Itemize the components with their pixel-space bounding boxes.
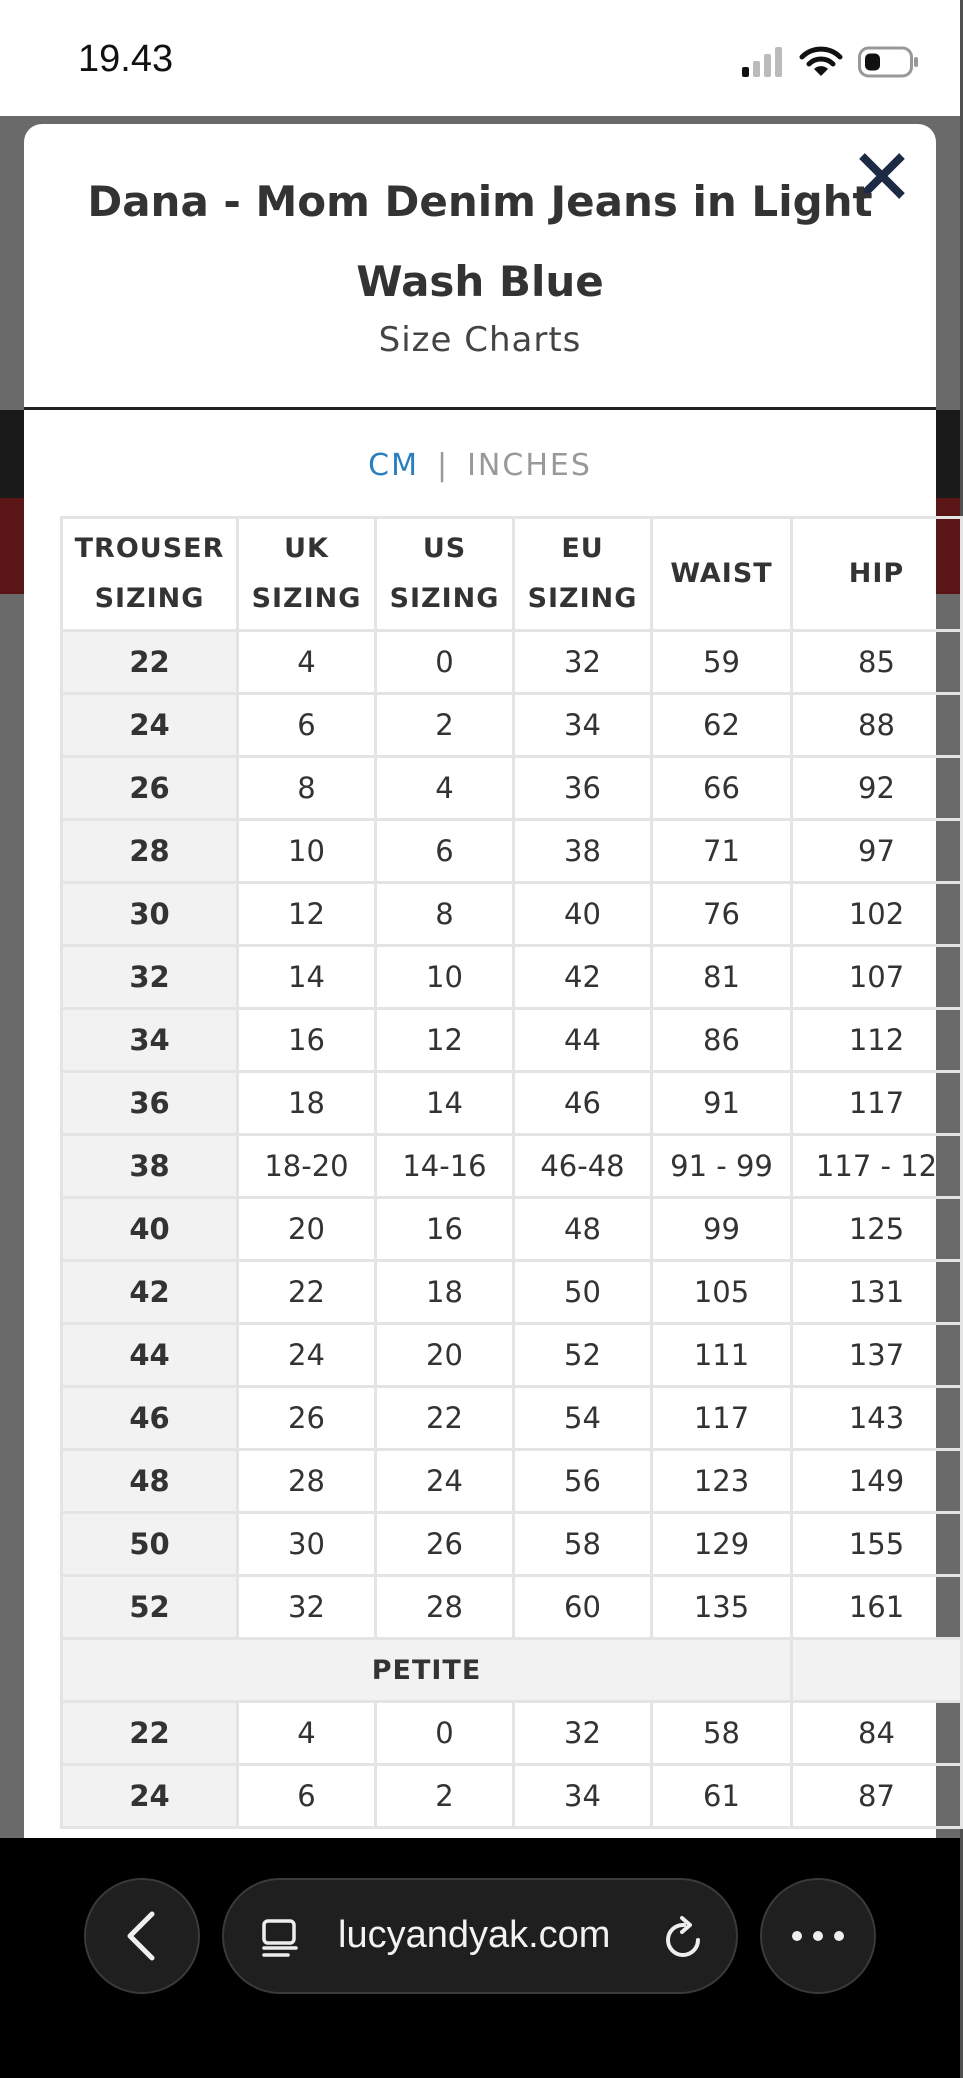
table-cell: 26 (238, 1387, 376, 1450)
address-bar[interactable] (222, 1878, 738, 1994)
table-cell: 14-16 (376, 1135, 514, 1198)
table-cell: 20 (376, 1324, 514, 1387)
table-cell: 4 (376, 757, 514, 820)
trouser-size-cell: 22 (62, 1702, 238, 1765)
table-cell: 34 (514, 694, 652, 757)
trouser-size-cell: 32 (62, 946, 238, 1009)
chevron-left-icon (122, 1910, 162, 1962)
size-chart-modal (24, 124, 936, 1838)
table-cell: 22 (238, 1261, 376, 1324)
table-cell: 6 (238, 1765, 376, 1828)
status-bar (0, 0, 960, 116)
header-eu-sizing: EU SIZING (514, 518, 652, 631)
table-cell: 46 (514, 1072, 652, 1135)
table-row (62, 1198, 962, 1261)
table-row (62, 1765, 962, 1828)
table-cell: 88 (792, 694, 962, 757)
unit-separator: | (436, 448, 450, 483)
table-cell: 117 - 12 (792, 1135, 962, 1198)
table-cell: 24 (238, 1324, 376, 1387)
table-cell: 66 (652, 757, 792, 820)
header-uk-sizing: UK SIZING (238, 518, 376, 631)
header-trouser-sizing: TROUSER SIZING (62, 518, 238, 631)
table-cell: 97 (792, 820, 962, 883)
table-row (62, 631, 962, 694)
table-row (62, 883, 962, 946)
table-cell: 60 (514, 1576, 652, 1639)
table-row (62, 1261, 962, 1324)
modal-subtitle: Size Charts (378, 320, 582, 360)
table-cell: 76 (652, 883, 792, 946)
size-table (60, 516, 963, 1829)
trouser-size-cell: 34 (62, 1009, 238, 1072)
section-row-petite (62, 1639, 962, 1702)
section-label: PETITE (62, 1639, 792, 1702)
trouser-size-cell: 22 (62, 631, 238, 694)
table-cell: 6 (376, 820, 514, 883)
table-cell: 99 (652, 1198, 792, 1261)
table-cell: 24 (376, 1450, 514, 1513)
table-cell: 12 (376, 1009, 514, 1072)
table-cell: 92 (792, 757, 962, 820)
battery-icon (858, 46, 920, 78)
table-row (62, 1135, 962, 1198)
status-time: 19.43 (78, 38, 174, 80)
table-cell: 123 (652, 1450, 792, 1513)
table-cell: 137 (792, 1324, 962, 1387)
trouser-size-cell: 28 (62, 820, 238, 883)
table-cell: 81 (652, 946, 792, 1009)
table-cell: 117 (792, 1072, 962, 1135)
table-cell: 161 (792, 1576, 962, 1639)
table-cell: 4 (238, 1702, 376, 1765)
table-cell: 16 (376, 1198, 514, 1261)
table-cell: 42 (514, 946, 652, 1009)
table-cell: 18 (376, 1261, 514, 1324)
table-cell: 131 (792, 1261, 962, 1324)
table-row (62, 757, 962, 820)
tabs-icon (260, 1916, 304, 1960)
table-row (62, 1702, 962, 1765)
table-cell: 16 (238, 1009, 376, 1072)
table-cell: 32 (514, 1702, 652, 1765)
table-row (62, 1387, 962, 1450)
table-cell: 4 (238, 631, 376, 694)
trouser-size-cell: 36 (62, 1072, 238, 1135)
table-cell: 62 (652, 694, 792, 757)
table-cell: 143 (792, 1387, 962, 1450)
table-cell: 135 (652, 1576, 792, 1639)
table-cell: 28 (376, 1576, 514, 1639)
table-cell: 46-48 (514, 1135, 652, 1198)
table-cell: 85 (792, 631, 962, 694)
more-button[interactable] (760, 1878, 876, 1994)
trouser-size-cell: 24 (62, 694, 238, 757)
back-button[interactable] (84, 1878, 200, 1994)
table-cell: 71 (652, 820, 792, 883)
table-cell: 58 (514, 1513, 652, 1576)
section-cell (792, 1639, 962, 1702)
trouser-size-cell: 50 (62, 1513, 238, 1576)
trouser-size-cell: 30 (62, 883, 238, 946)
unit-toggle (24, 448, 936, 483)
table-cell: 26 (376, 1513, 514, 1576)
trouser-size-cell: 38 (62, 1135, 238, 1198)
browser-toolbar (0, 1838, 960, 2078)
table-cell: 58 (652, 1702, 792, 1765)
table-cell: 30 (238, 1513, 376, 1576)
table-cell: 87 (792, 1765, 962, 1828)
table-header-row (62, 518, 962, 631)
table-cell: 10 (376, 946, 514, 1009)
url-text: lucyandyak.com (338, 1914, 611, 1956)
table-cell: 18 (238, 1072, 376, 1135)
table-cell: 38 (514, 820, 652, 883)
table-row (62, 1009, 962, 1072)
table-cell: 91 (652, 1072, 792, 1135)
table-cell: 111 (652, 1324, 792, 1387)
table-cell: 36 (514, 757, 652, 820)
table-cell: 102 (792, 883, 962, 946)
table-cell: 0 (376, 1702, 514, 1765)
table-cell: 22 (376, 1387, 514, 1450)
table-cell: 112 (792, 1009, 962, 1072)
table-row (62, 820, 962, 883)
table-row (62, 946, 962, 1009)
product-title: Dana - Mom Denim Jeans in Light Wash Blue (87, 177, 873, 306)
table-cell: 149 (792, 1450, 962, 1513)
table-cell: 86 (652, 1009, 792, 1072)
table-cell: 117 (652, 1387, 792, 1450)
table-cell: 56 (514, 1450, 652, 1513)
table-cell: 125 (792, 1198, 962, 1261)
header-us-sizing: US SIZING (376, 518, 514, 631)
table-cell: 54 (514, 1387, 652, 1450)
divider (24, 407, 936, 410)
trouser-size-cell: 52 (62, 1576, 238, 1639)
table-cell: 84 (792, 1702, 962, 1765)
unit-cm-button[interactable]: CM (368, 448, 419, 483)
table-cell: 91 - 99 (652, 1135, 792, 1198)
table-cell: 0 (376, 631, 514, 694)
table-cell: 44 (514, 1009, 652, 1072)
reload-icon[interactable] (662, 1914, 706, 1962)
table-cell: 48 (514, 1198, 652, 1261)
table-cell: 8 (238, 757, 376, 820)
size-table-container[interactable] (60, 516, 938, 1838)
table-cell: 6 (238, 694, 376, 757)
table-cell: 129 (652, 1513, 792, 1576)
table-row (62, 694, 962, 757)
table-cell: 14 (238, 946, 376, 1009)
cellular-signal-icon (742, 47, 784, 77)
trouser-size-cell: 42 (62, 1261, 238, 1324)
trouser-size-cell: 46 (62, 1387, 238, 1450)
table-cell: 105 (652, 1261, 792, 1324)
table-row (62, 1576, 962, 1639)
wifi-icon (800, 46, 842, 78)
unit-inches-button[interactable]: INCHES (467, 448, 592, 483)
table-cell: 107 (792, 946, 962, 1009)
table-cell: 61 (652, 1765, 792, 1828)
table-row (62, 1072, 962, 1135)
header-waist: WAIST (652, 518, 792, 631)
header-hip: HIP (792, 518, 962, 631)
table-cell: 14 (376, 1072, 514, 1135)
table-row (62, 1324, 962, 1387)
trouser-size-cell: 26 (62, 757, 238, 820)
table-cell: 155 (792, 1513, 962, 1576)
table-cell: 18-20 (238, 1135, 376, 1198)
table-cell: 32 (514, 631, 652, 694)
trouser-size-cell: 40 (62, 1198, 238, 1261)
table-cell: 8 (376, 883, 514, 946)
table-row (62, 1450, 962, 1513)
table-cell: 2 (376, 1765, 514, 1828)
more-icon (790, 1929, 846, 1943)
table-cell: 10 (238, 820, 376, 883)
table-cell: 50 (514, 1261, 652, 1324)
status-icons (742, 42, 920, 82)
table-cell: 34 (514, 1765, 652, 1828)
trouser-size-cell: 48 (62, 1450, 238, 1513)
trouser-size-cell: 44 (62, 1324, 238, 1387)
table-cell: 20 (238, 1198, 376, 1261)
table-cell: 2 (376, 694, 514, 757)
table-cell: 59 (652, 631, 792, 694)
table-row (62, 1513, 962, 1576)
table-cell: 40 (514, 883, 652, 946)
table-cell: 52 (514, 1324, 652, 1387)
table-cell: 32 (238, 1576, 376, 1639)
trouser-size-cell: 24 (62, 1765, 238, 1828)
table-cell: 12 (238, 883, 376, 946)
table-cell: 28 (238, 1450, 376, 1513)
